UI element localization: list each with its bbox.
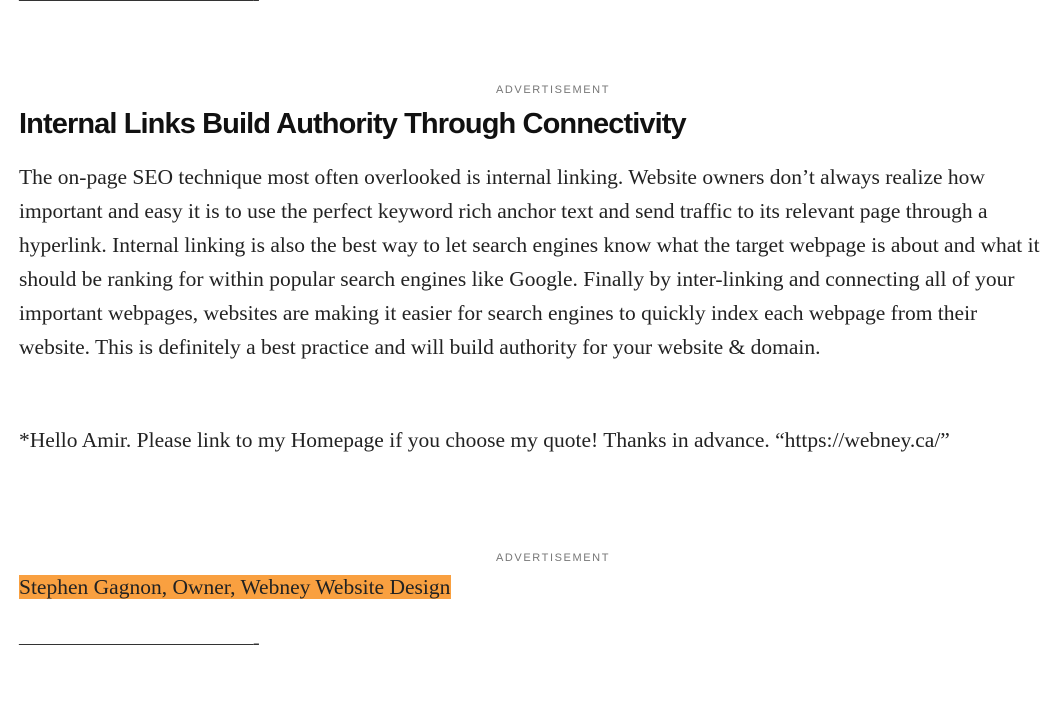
advertisement-label-2: ADVERTISEMENT [495, 552, 611, 564]
quote-attribution [19, 572, 451, 602]
note-paragraph: *Hello Amir. Please link to my Homepage if you choose my quote! Thanks in advance. “https://webney.ca/” [19, 428, 950, 452]
divider-top [19, 0, 259, 11]
divider-bottom: ————————————- [19, 632, 260, 654]
highlighted-attribution-text: Stephen Gagnon, Owner, Webney Website Design [19, 575, 451, 599]
body-paragraph: The on-page SEO technique most often overlooked is internal linking. Website owners don’t always realize how important and easy it is to use the perfect keyword rich anchor text and send traffic to its relevant page through a hyperlink. Internal linking is also the best way to let search engines know what the target webpage is about and what it should be ranking for within popular search engines like Google. Finally by inter-linking and connecting all of your important webpages, websites are making it easier for search engines to quickly index each webpage from their website. This is definitely a best practice and will build authority for your website & domain. [19, 165, 1040, 359]
advertisement-label: ADVERTISEMENT [495, 84, 611, 96]
section-heading: Internal Links Build Authority Through Connectivity [19, 108, 686, 140]
